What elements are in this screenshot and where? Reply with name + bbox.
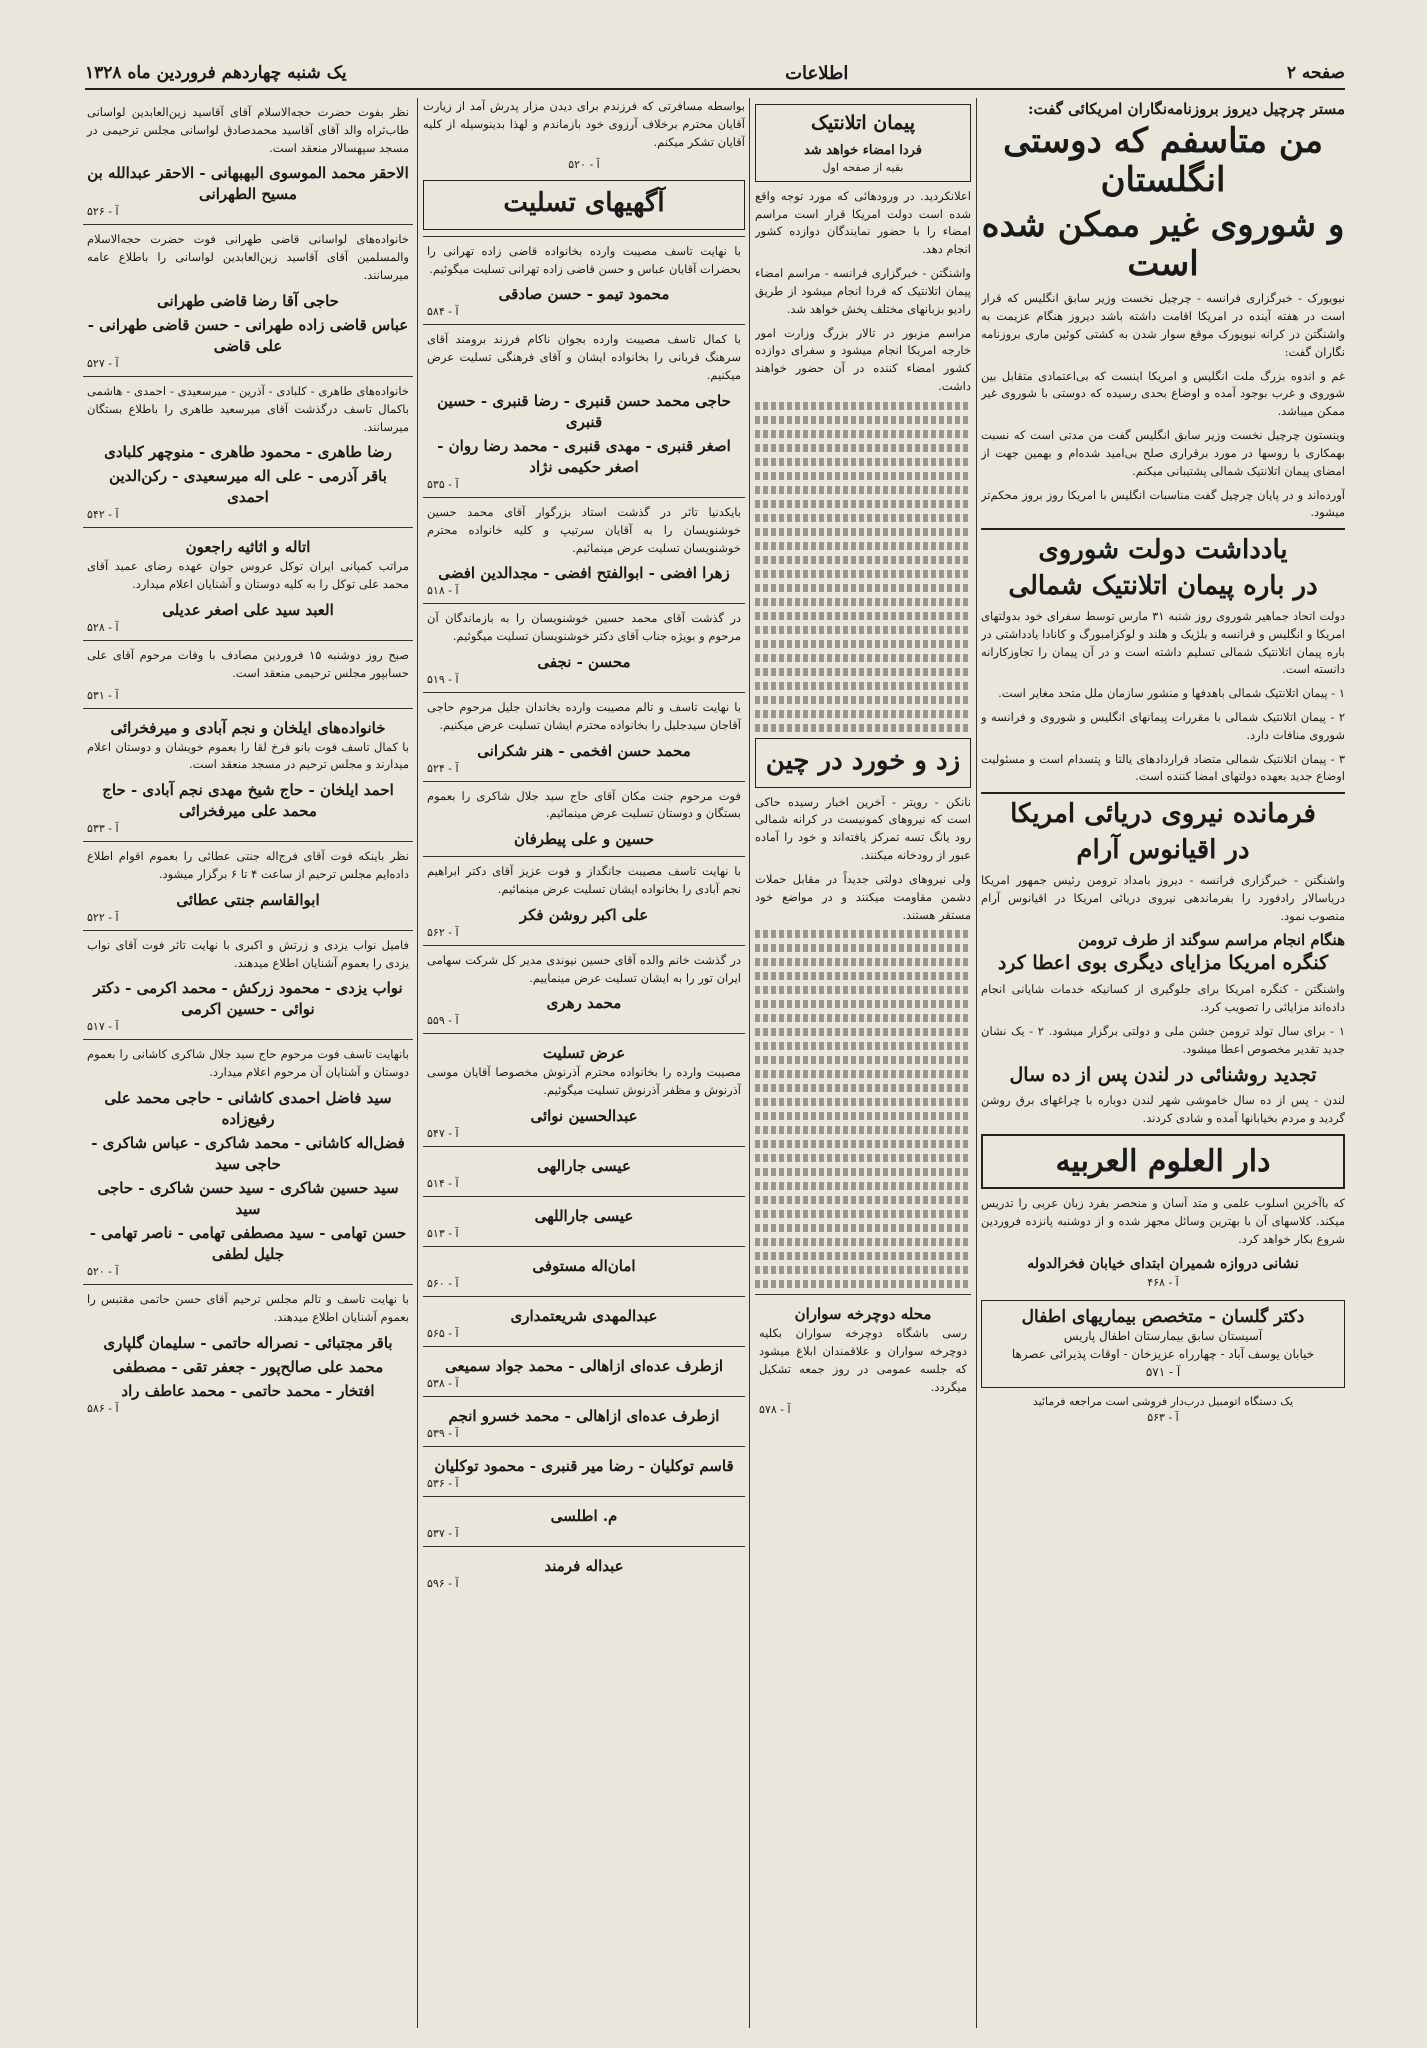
ad-names: باقر مجتبائی - نصراله حاتمی - سلیمان گلپاری (103, 1333, 393, 1352)
ad-text: فوت مرحوم جنت مکان آقای حاج سید جلال شاکری را بعموم بستگان و دوستان تسلیت عرض مینمائیم. (427, 788, 741, 821)
ad-ref: آ - ۵۸۶ (87, 1401, 119, 1415)
condolence-ad (423, 945, 745, 1034)
ad-title: عرض تسلیت (542, 1044, 626, 1063)
issue-date: یک شنبه چهاردهم فروردین ماه ۱۳۲۸ (85, 63, 347, 83)
ad-names: احمد ایلخان - حاج شیخ مهدی نجم آبادی - حاج محمد علی میرفخرائی (102, 781, 394, 821)
doctor-text: آسیستان سابق بیمارستان اطفال پاریس (1063, 1328, 1263, 1343)
ad-names: سید فاضل احمدی کاشانی - حاجی محمد علی رفیع‌زاده (104, 1089, 392, 1129)
ad-names: حاجی آقا رضا قاضی طهرانی (157, 291, 339, 310)
notice (83, 930, 413, 1040)
ad-text: با کمال تاسف فوت بانو فرخ لقا را بعموم خویشان و دوستان اعلام میدارند و مجلس ترحیم در مسجد منعقد است. (87, 739, 409, 772)
ad-text: بایکدنیا تاثر در گذشت استاد بزرگوار آقای محمد حسین خوشنویسان را به آقایان سرتیپ و کلیه خانواده محترم خوشنویسان تسلیت عرض مینمائیم. (427, 504, 741, 555)
ad-names: ازطرف عده‌ای ازاهالی - محمد خسرو انجم (448, 1407, 720, 1426)
condolence-ad (423, 1546, 745, 1596)
ad-names: قاسم توکلیان - رضا میر قنبری - محمود توکلیان (434, 1457, 734, 1476)
notice (83, 527, 413, 640)
condolence-ad (423, 497, 745, 603)
article-text: وینستون چرچیل نخست وزیر سابق انگلیس گفت من مدتی است که نسبت بهمکاری با روسها در مورد برقراری صلح بی‌امید شده‌ام و بهمین جهت از امضای پیمان اتلانتیک شمالی پشتیبانی میکنم. (981, 428, 1345, 478)
ad-ref: آ - ۵۸۴ (427, 305, 459, 319)
notice (83, 841, 413, 930)
article-text: آورده‌اند و در پایان چرچیل گفت مناسبات انگلیس با امریکا روز بروز محکم‌تر میشود. (981, 487, 1345, 520)
ad-ref: آ - ۵۱۷ (87, 1020, 119, 1034)
ad-names: م. اطلسی (550, 1507, 618, 1526)
notice (83, 98, 413, 224)
ad-names: العبد سید علی اصغر عدیلی (162, 600, 334, 619)
ad-ref: آ - ۵۳۷ (427, 1527, 459, 1541)
ad-names: عیسی جاراللهی (534, 1207, 634, 1226)
ad-names: حاجی محمد حسن قنبری - رضا قنبری - حسین قنبری (437, 391, 731, 431)
column-condolences (423, 98, 745, 2028)
headline: پیمان اتلانتیک (810, 112, 916, 134)
headline: من متاسفم که دوستی انگلستان (1003, 121, 1323, 201)
ad-ref: آ - ۵۴۲ (87, 508, 119, 522)
page-label: صفحه ۲ (1286, 63, 1345, 83)
ad-ref: آ - ۵۶۰ (427, 1277, 459, 1291)
condolence-ad (423, 1196, 745, 1246)
ad-title: اتاله و اثاثیه راجعون (185, 538, 311, 557)
ad-ref: آ - ۵۵۹ (427, 1014, 459, 1028)
condolence-ad (423, 1446, 745, 1496)
news-box (755, 738, 971, 788)
ad-ref: آ - ۵۲۰ (87, 1265, 119, 1279)
ad-names: امان‌اله مستوفی (532, 1257, 636, 1276)
ad-names: اصغر قنبری - مهدی قنبری - محمد رضا روان - اصغر حکیمی نژاد (437, 436, 731, 476)
notice-text: رسی باشگاه دوچرخه سواران بکلیه دوچرخه سواران و علاقمندان ابلاغ میشود که جلسه عمومی در روز جمعه تشکیل میگردد. (759, 1326, 967, 1394)
ad-ref: آ - ۵۷۸ (759, 1402, 791, 1416)
headline: کنگره امریکا مزایای دیگری بوی اعطا کرد (997, 952, 1329, 975)
ad-names: باقر آذرمی - علی اله میرسعیدی - رکن‌الدین احمدی (109, 467, 387, 507)
footer-note: یک دستگاه اتومبیل درب‌دار فروشی است مراجعه فرمائید (1032, 1394, 1294, 1408)
ad-text: در گذشت خانم والده آقای حسین نیوندی مدیر کل شرکت سهامی ایران تور را به ایشان تسلیت عرض مینماییم. (427, 952, 741, 985)
kicker: هنگام انجام مراسم سوگند از طرف ترومن (1077, 931, 1345, 950)
ad-text: خانواده‌های لواسانی قاضی طهرانی فوت حضرت حجه‌الاسلام والمسلمین آقای آقاسید زین‌العابدین لواسانی را باطلاع عامه میرسانند. (87, 232, 409, 283)
ad-names: ابوالقاسم جنتی عطائی (176, 890, 320, 909)
ad-address: نشانی دروازه شمیران ابتدای خیابان فخرالدوله (1027, 1256, 1299, 1273)
article-text: نانکن - رویتر - آخرین اخبار رسیده حاکی است که نیروهای کمونیست در کرانه شمالی رود یانگ تسه تمرکز یافته‌اند و خود را آماده عبور از رودخانه میکنند. (755, 794, 971, 863)
ad-names: ازطرف عده‌ای ازاهالی - محمد جواد سمیعی (444, 1357, 724, 1376)
ad-names: عبداله فرمند (544, 1557, 624, 1576)
ad-ref: آ - ۵۱۸ (427, 584, 459, 598)
text-lines (755, 930, 971, 1288)
column-separator (976, 98, 977, 2028)
ad-ref: آ - ۵۹۶ (427, 1577, 459, 1591)
ad-names: حسین و علی پیطرفان (514, 830, 654, 849)
notice (83, 224, 413, 375)
ad-ref: آ - ۵۶۳ (1147, 1411, 1179, 1425)
divider (981, 528, 1345, 530)
column-news (981, 98, 1345, 2028)
ad-names: عبدالحسین نوائی (530, 1107, 638, 1126)
ad-banner: دار العلوم العربیه (981, 1134, 1345, 1189)
ad-text: در گذشت آقای محمد حسین خوشنویسان را به بازماندگان آن مرحوم و بویژه جناب آقای دکتر خوشنویسان تسلیت میگوئیم. (427, 611, 741, 644)
ad-names: محمد حسن افخمی - هنر شکرانی (477, 741, 691, 760)
condolence-ad (423, 1396, 745, 1446)
ad-names: افتخار - محمد حاتمی - محمد عاطف راد (121, 1381, 375, 1400)
ad-ref: آ - ۵۱۹ (427, 672, 459, 686)
article-text: ۱ - پیمان اتلانتیک شمالی باهدفها و منشور سازمان ملل متحد مغایر است. (998, 686, 1345, 701)
ad-ref: آ - ۵۳۵ (427, 477, 459, 491)
masthead (85, 58, 1345, 90)
ad-names: سید حسین شاکری - سید حسن شاکری - حاجی سید (97, 1179, 399, 1219)
ad-text: که باآخرین اسلوب علمی و متد آسان و منحصر بفرد زبان عربی را تدریس میکند. کلاسهای آن با بهترین وسائل مجهز شده و از دوشنبه پانزده فروردین شروع بکار خواهد کرد. (981, 1196, 1345, 1246)
ad-names: رضا طاهری - محمود طاهری - منوچهر کلبادی (104, 443, 392, 462)
ad-names: الاحقر محمد الموسوی البهبهانی - الاحقر عبدالله بن مسیح الطهرانی (87, 164, 409, 204)
ad-ref: آ - ۵۴۷ (427, 1127, 459, 1141)
notice-title: محله دوچرخه سواران (794, 1305, 932, 1324)
section-header (423, 180, 745, 230)
notice (755, 1294, 971, 1421)
ad-text: نظر بفوت حضرت حجه‌الاسلام آقای آقاسید زین‌العابدین لواسانی طاب‌ثراه والد آقای آقاسید محمدصادق لواسانی مجلس ترحیمی در مسجد سپهسالار منعقد است. (87, 105, 409, 155)
headline: زد و خورد در چین (765, 745, 961, 776)
article-text: دولت اتحاد جماهیر شوروی روز شنبه ۳۱ مارس توسط سفرای خود بدولتهای امریکا و انگلیس و فرانسه و بلژیک و هلند و لوکزامبورگ و کانادا یادداشتی در باره پیمان اتلانتیک شمالی تسلیم داشته است و در آن پیمان را تجاوزکارانه دانسته است. (981, 608, 1345, 677)
ad-text: با نهایت تاسف مصیبت جانگداز و فوت عزیز آقای دکتر ابراهیم نجم آبادی را بخانواده ایشان تسلیت عرض مینمائیم. (427, 864, 741, 897)
article-text: مراسم مزبور در تالار بزرگ وزارت امور خارجه امریکا انجام میشود و سفرای دوازده کشور امضاء کننده در آن حضور خواهند داشت. (755, 325, 971, 393)
condolence-ad (423, 603, 745, 692)
ad-ref: آ - ۵۲۶ (87, 205, 119, 219)
condolence-ad (423, 1296, 745, 1346)
article-text: ۳ - پیمان اتلانتیک شمالی متضاد قراردادهای یالتا و پتسدام است و مسئولیت اوضاع جدید بعهده دولتهای امضا کننده است. (981, 751, 1345, 784)
article-text: لندن - پس از ده سال خاموشی شهر لندن دوباره با چراغهای برق روشن گردید و مردم بخیابانها آمده و شادی کردند. (981, 1093, 1345, 1126)
ad-text: صبح روز دوشنبه ۱۵ فروردین مصادف با وفات مرحوم آقای علی حسابپور مجلس ترحیمی منعقد است. (87, 647, 409, 680)
article-text: واشنگتن - کنگره امریکا برای جلوگیری از کسانیکه خدمات شایانی انجام داده‌اند مزایائی را تصویب کرد. (981, 982, 1345, 1015)
ad-ref: آ - ۵۳۳ (87, 822, 119, 836)
condolence-ad (423, 1496, 745, 1546)
ad-ref: آ - ۵۳۱ (87, 688, 119, 702)
article-text: ولی نیروهای دولتی جدیداً در مقابل حملات دشمن مقاومت میکنند و در مواضع خود مستقر هستند. (755, 871, 971, 922)
article-text: نیویورک - خبرگزاری فرانسه - چرچیل نخست وزیر سابق انگلیس که قرار است در هفته آینده در امریکا اقامت داشته باشد دیروز هنگام عزیمت به واشنگتن در کرانه نیویورک موقع سوار شدن به کشتی کوئین ماری بروزنامه نگاران گفت: (981, 291, 1345, 359)
ad-text: مراتب کمپانی ایران توکل عروس جوان عهده رضای عمید آقای محمد علی توکل را به کلیه دوستان و آشنایان اعلام میدارد. (87, 559, 409, 592)
ad-names: فضل‌اله کاشانی - محمد شاکری - عباس شاکری - حاجی سید (91, 1134, 405, 1174)
ad-names: محمد رهری (546, 994, 622, 1013)
column-separator (417, 98, 418, 2028)
article-text: ۱ - برای سال تولد ترومن جشن ملی و دولتی برگزار میشود. ۲ - یک نشان جدید تقدیر مخصوص اعطا میشود. (981, 1023, 1345, 1056)
condolence-ad (423, 1146, 745, 1196)
ad-ref: آ - ۵۳۸ (427, 1377, 459, 1391)
ad-text: با نهایت تاسف و تالم مصیبت وارده بخاندان جلیل مرحوم حاجی آقاجان سیدجلیل را بخانواده محترم ایشان تسلیت عرض میکنیم. (427, 699, 741, 732)
condolence-ad (423, 781, 745, 857)
ad-ref: آ - ۵۶۲ (427, 925, 459, 939)
paper-name: اطلاعات (785, 62, 849, 84)
article-text: واشنگتن - خبرگزاری فرانسه - دیروز بامداد ترومن رئیس جمهور امریکا دریاسالار رادفورد را بفرماندهی نیروی دریائی امریکا در اقیانوس آرام منصوب نمود. (981, 873, 1345, 923)
news-box (755, 104, 971, 182)
ad-ref: آ - ۴۶۸ (1147, 1276, 1179, 1290)
ad-names: نواب یزدی - محمود زرکش - محمد اکرمی - دکتر نوائی - حسین اکرمی (93, 979, 403, 1019)
section-title: آگهیهای تسلیت (503, 187, 665, 218)
ad-text: با نهایت تاسف و تالم مجلس ترحیم آقای حسن حاتمی مقتبس را بعموم آشنایان اطلاع میدهند. (87, 1292, 409, 1324)
kicker: مستر چرچیل دیروز بروزنامه‌نگاران امریکائی گفت: (1027, 100, 1345, 118)
ad-names: عباس قاضی زاده طهرانی - حسن قاضی طهرانی - علی قاضی (87, 315, 409, 355)
article-text: واشنگتن - خبرگزاری فرانسه - مراسم امضاء پیمان اتلانتیک که فردا انجام میشود از طریق رادیو بزبانهای مختلف پخش خواهد شد. (755, 266, 971, 316)
ad-text: مصیبت وارده را بخانواده محترم آذرنوش مخصوصا آقایان موسی آذرنوش و مظفر آذرنوش تسلیت میگوئیم. (427, 1065, 741, 1098)
column-notices (83, 98, 413, 2028)
headline: در اقیانوس آرام (1076, 835, 1250, 866)
headline: یادداشت دولت شوروی (1038, 535, 1288, 566)
ad-names: محمود تیمو - حسن صادقی (498, 285, 670, 304)
ad-names: حسن تهامی - سید مصطفی تهامی - ناصر تهامی - جلیل لطفی (89, 1224, 407, 1264)
ad-names: علی اکبر روشن فکر (519, 905, 649, 924)
ad-ref: آ - ۵۱۳ (427, 1227, 459, 1241)
headline: تجدید روشنائی در لندن پس از ده سال (1009, 1063, 1317, 1086)
doctor-title: دکتر گلسان - متخصص بیماریهای اطفال (1021, 1306, 1305, 1327)
column-news-2 (755, 98, 971, 2028)
ad-text: نظر باینکه فوت آقای فرج‌اله جنتی عطائی را بعموم اقوام اطلاع داده‌ایم مجلس ترحیم از ساعت ۴ تا ۶ برگزار میشود. (87, 849, 409, 881)
ad-ref: آ - ۵۲۴ (427, 761, 459, 775)
notice (83, 640, 413, 708)
ad-text: با نهایت تاسف مصیبت وارده بخانواده قاضی زاده تهرانی را بحضرات آقایان عباس و حسن قاضی زاده تهرانی تسلیت میگوئیم. (427, 243, 741, 276)
article-text: اعلانکردید. در ورودهائی که مورد توجه واقع شده است دولت امریکا قرار است مراسم امضاء را با حضور نمایندگان دوازده کشور انجام دهد. (755, 188, 971, 257)
kicker: فردا امضاء خواهد شد (803, 142, 923, 158)
ad-text: با کمال تاسف مصیبت وارده بجوان ناکام فرزند برومند آقای سرهنگ قربانی را بخانواده ایشان و آقای فرهنگی تسلیت عرض میکنیم. (427, 332, 741, 383)
ad-names: محسن - نجفی (537, 652, 631, 671)
condolence-ad (423, 1033, 745, 1146)
headline: فرمانده نیروی دریائی امریکا (1010, 799, 1316, 830)
ad-ref: آ - ۵۲۲ (87, 910, 119, 924)
notice (83, 1284, 413, 1421)
ad-ref: آ - ۵۲۷ (87, 356, 119, 370)
doctor-hours: خیابان یوسف آباد - چهارراه عزیزخان - اوقات پذیرائی عصرها (1011, 1346, 1315, 1361)
column-separator (749, 98, 750, 2028)
ad-ref: آ - ۵۳۶ (427, 1477, 459, 1491)
headline: در باره پیمان اتلانتیک شمالی (1008, 571, 1318, 602)
text-lines (755, 402, 971, 732)
notice-text: بواسطه مسافرتی که فرزندم برای دیدن مزار پدرش آمد از زیارت آقایان محترم برخلاف آرزوی خود بازماندم و لهذا بدینوسیله از کلیه آقایان تشکر میکنم. (423, 99, 745, 149)
ad-ref: آ - ۵۷۱ (1145, 1364, 1181, 1379)
condolence-ad (423, 856, 745, 945)
notice (83, 376, 413, 527)
ad-text: بانهایت تاسف فوت مرحوم حاج سید جلال شاکری کاشانی را بعموم دوستان و آشنایان آن مرحوم اعلام میدارد. (87, 1047, 409, 1080)
ad-names: زهرا افضی - ابوالفتح افضی - مجدالدین افضی (438, 564, 730, 583)
condolence-ad (423, 692, 745, 781)
article-text: غم و اندوه بزرگ ملت انگلیس و امریکا اینست که بی‌اعتمادی متقابل بین شوروی و غرب بوجود آمده و اوضاع بحدی رسیده که دوستی با شوروی غیر ممکن میباشد. (981, 368, 1345, 419)
ad-title: خانواده‌های ایلخان و نجم آبادی و میرفخرائی (110, 718, 386, 737)
doctor-ad (981, 1300, 1345, 1388)
condolence-ad (423, 236, 745, 325)
ad-ref: آ - ۵۲۸ (87, 620, 119, 634)
notice (83, 708, 413, 842)
ad-ref: آ - ۵۳۹ (427, 1427, 459, 1441)
notice (83, 1039, 413, 1284)
divider (981, 792, 1345, 794)
condolence-ad (423, 1346, 745, 1396)
ad-names: عیسی جارالهی (537, 1157, 631, 1176)
ad-text: فامیل نواب یزدی و زرتش و اکبری با نهایت تاثر فوت آقای نواب یزدی را بعموم آشنایان اطلاع میدهند. (87, 937, 409, 970)
ad-names: محمد علی صالح‌پور - جعفر تقی - مصطفی (112, 1357, 384, 1376)
ad-names: عبدالمهدی شریعتمداری (510, 1307, 658, 1326)
ad-ref: آ - ۵۲۰ (568, 158, 600, 172)
ad-ref: آ - ۵۶۵ (427, 1327, 459, 1341)
headline: و شوروی غیر ممکن شده است (981, 205, 1345, 285)
condolence-ad (423, 324, 745, 496)
subheading: بقیه از صفحه اول (822, 161, 904, 175)
condolence-ad (423, 1246, 745, 1296)
article-text: ۲ - پیمان اتلانتیک شمالی با مقررات پیمانهای انگلیس و شوروی و فرانسه و شوروی منافات دارد. (981, 709, 1345, 742)
ad-ref: آ - ۵۱۴ (427, 1177, 459, 1191)
ad-text: خانواده‌های طاهری - کلبادی - آذرین - میرسعیدی - احمدی - هاشمی باکمال تاسف درگذشت آقای میرسعید طاهری را باطلاع بستگان میرسانند. (87, 383, 409, 434)
